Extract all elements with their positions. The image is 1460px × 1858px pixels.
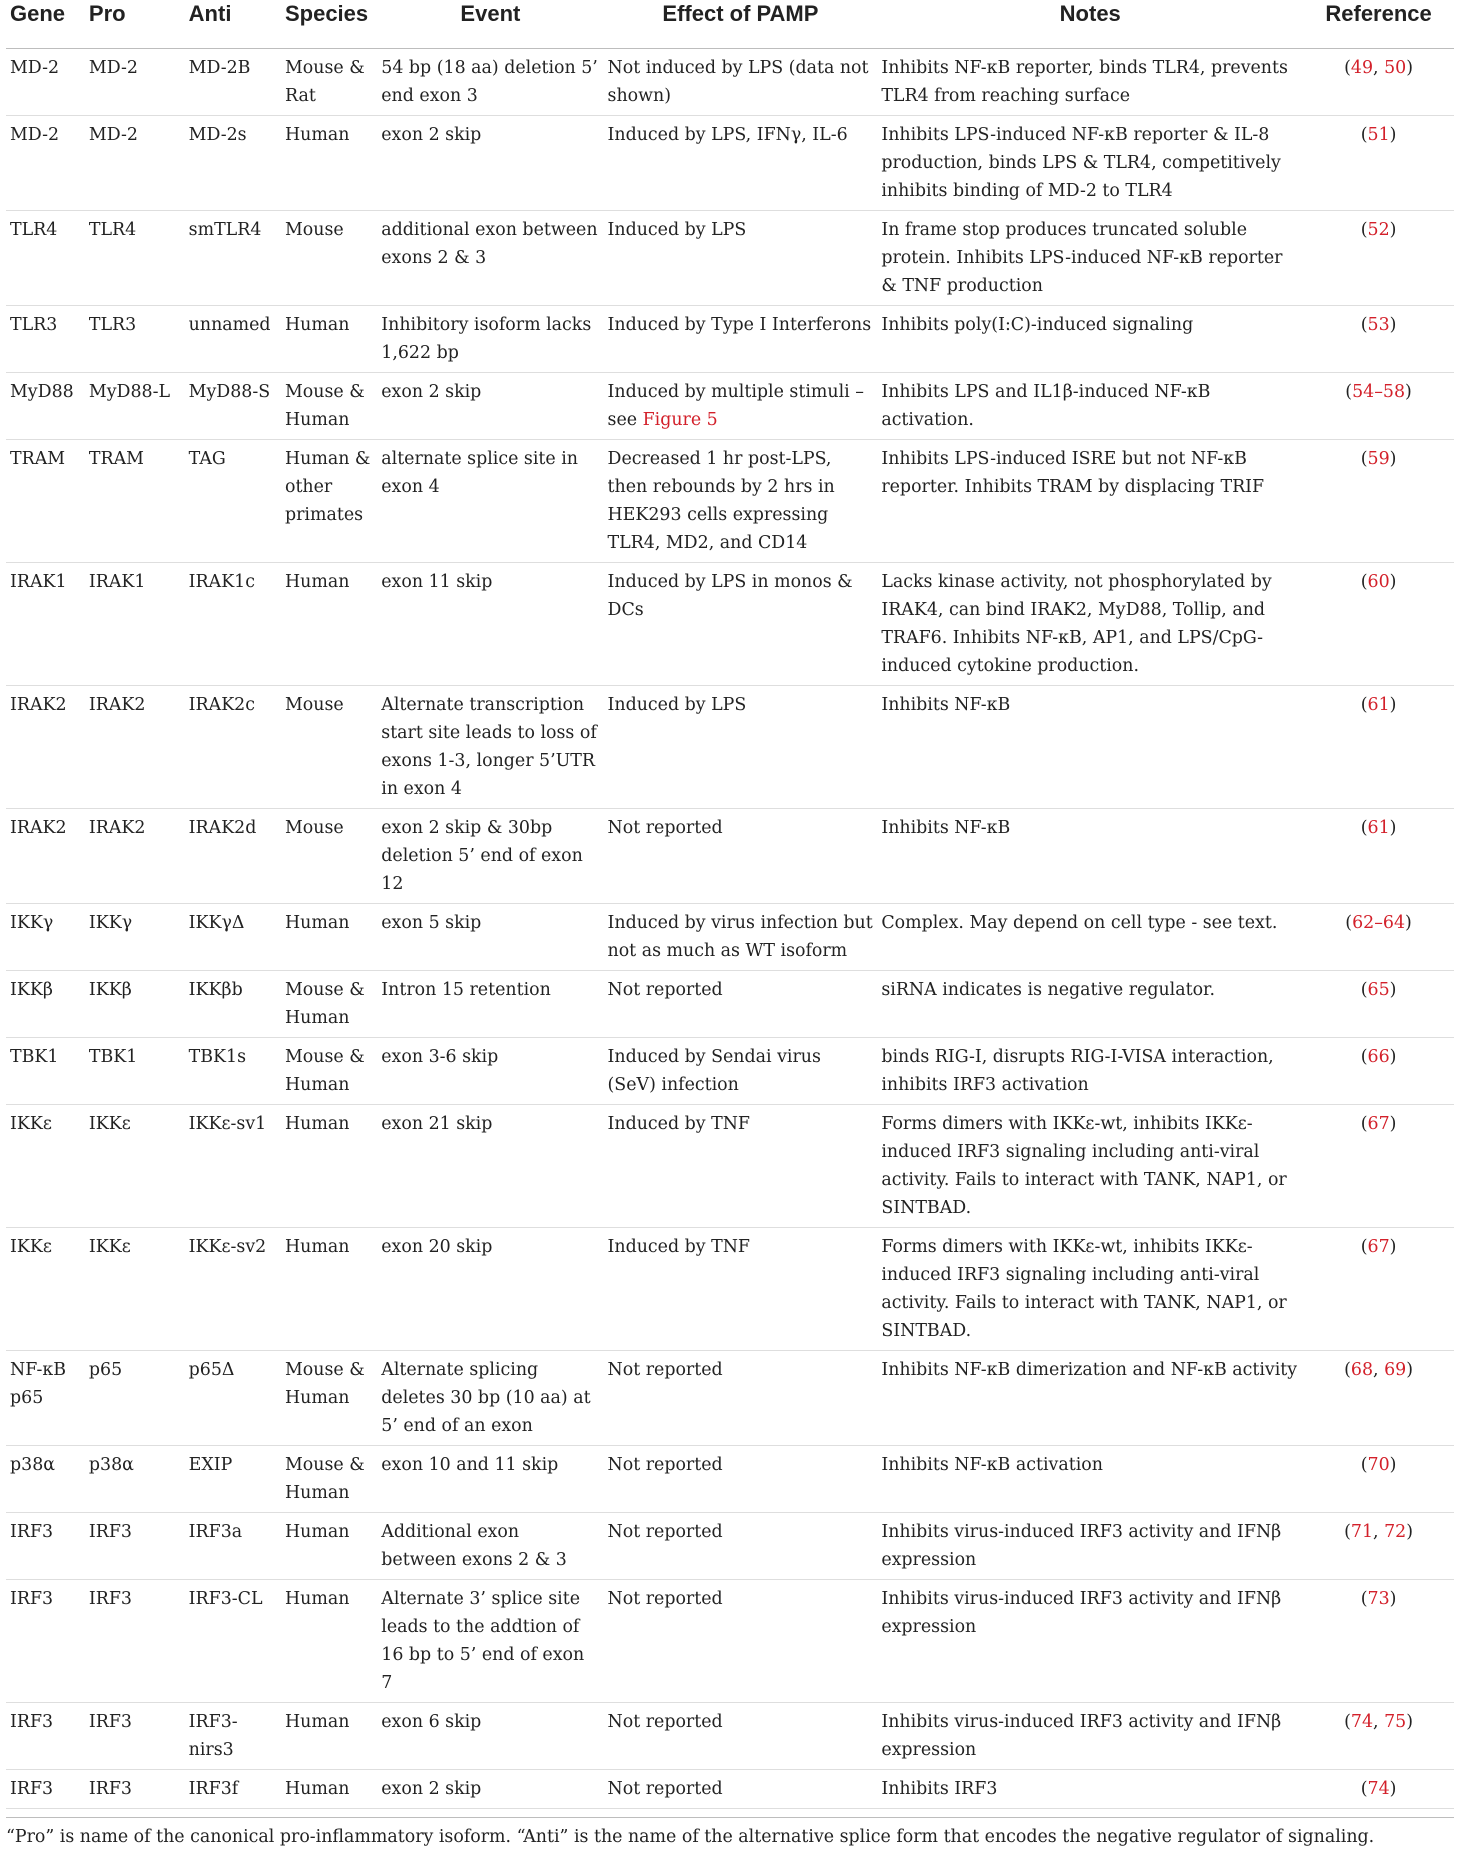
reference-link[interactable]: 66: [1367, 1047, 1390, 1067]
cell-event: exon 2 skip: [377, 1770, 603, 1809]
cell-gene: MD-2: [6, 116, 85, 211]
table-footnote: “Pro” is name of the canonical pro-inflammatory isoform. “Anti” is the name of the alternative splice form that encodes the negative regulator of signaling.: [6, 1817, 1454, 1850]
reference-link[interactable]: 67: [1367, 1237, 1390, 1257]
reference-link[interactable]: 52: [1367, 220, 1390, 240]
cell-gene: IKKβ: [6, 971, 85, 1038]
cell-reference: (74): [1303, 1770, 1454, 1809]
cell-pro: TLR4: [85, 211, 185, 306]
cell-pro: IRAK2: [85, 686, 185, 809]
cell-notes: Complex. May depend on cell type - see text.: [877, 904, 1303, 971]
cell-gene: MD-2: [6, 49, 85, 116]
cell-pro: IKKγ: [85, 904, 185, 971]
table-row: [6, 49, 1454, 116]
cell-reference: (61): [1303, 686, 1454, 809]
cell-pro: MD-2: [85, 49, 185, 116]
table-header-row: [6, 0, 1454, 49]
cell-anti: IRF3-CL: [185, 1580, 281, 1703]
cell-effect: [604, 1105, 878, 1228]
cell-species: Mouse & Rat: [281, 49, 377, 116]
cell-effect: [604, 563, 878, 686]
cell-gene: IRF3: [6, 1513, 85, 1580]
figure-link[interactable]: Figure 5: [642, 410, 718, 430]
cell-gene: IKKε: [6, 1105, 85, 1228]
cell-notes: Inhibits NF-κB reporter, binds TLR4, prevents TLR4 from reaching surface: [877, 49, 1303, 116]
cell-reference: (65): [1303, 971, 1454, 1038]
cell-event: exon 3-6 skip: [377, 1038, 603, 1105]
effect-text: Induced by LPS, IFNγ, IL-6: [607, 125, 848, 145]
cell-anti: TBK1s: [185, 1038, 281, 1105]
cell-notes: binds RIG-I, disrupts RIG-I-VISA interaction, inhibits IRF3 activation: [877, 1038, 1303, 1105]
effect-text: Not reported: [607, 980, 723, 1000]
cell-notes: Inhibits virus-induced IRF3 activity and IFNβ expression: [877, 1703, 1303, 1770]
cell-anti: IRAK2c: [185, 686, 281, 809]
cell-pro: MyD88-L: [85, 373, 185, 440]
cell-pro: TBK1: [85, 1038, 185, 1105]
cell-species: Human & other primates: [281, 440, 377, 563]
column-header-gene: Gene: [6, 0, 85, 49]
cell-pro: p65: [85, 1351, 185, 1446]
reference-link[interactable]: 74: [1350, 1712, 1374, 1732]
cell-anti: p65Δ: [185, 1351, 281, 1446]
cell-reference: (68, 69): [1303, 1351, 1454, 1446]
cell-effect: [604, 1446, 878, 1513]
cell-pro: IRF3: [85, 1703, 185, 1770]
cell-event: Alternate 3’ splice site leads to the addtion of 16 bp to 5’ end of exon 7: [377, 1580, 603, 1703]
cell-effect: [604, 1038, 878, 1105]
column-header-effect: Effect of PAMP: [604, 0, 878, 49]
table-row: [6, 306, 1454, 373]
cell-anti: EXIP: [185, 1446, 281, 1513]
cell-gene: IRAK1: [6, 563, 85, 686]
cell-anti: MyD88-S: [185, 373, 281, 440]
cell-notes: Inhibits virus-induced IRF3 activity and IFNβ expression: [877, 1513, 1303, 1580]
cell-anti: MD-2s: [185, 116, 281, 211]
cell-anti: IRAK2d: [185, 809, 281, 904]
cell-event: exon 5 skip: [377, 904, 603, 971]
table-body: [6, 49, 1454, 1809]
column-header-anti: Anti: [185, 0, 281, 49]
reference-link[interactable]: 69: [1384, 1360, 1407, 1380]
cell-species: Mouse: [281, 686, 377, 809]
effect-text: Not reported: [607, 1589, 723, 1609]
column-header-event: Event: [377, 0, 603, 49]
cell-species: Human: [281, 1770, 377, 1809]
cell-species: Mouse & Human: [281, 1038, 377, 1105]
cell-reference: (49, 50): [1303, 49, 1454, 116]
cell-pro: MD-2: [85, 116, 185, 211]
cell-species: Human: [281, 1580, 377, 1703]
cell-anti: IKKγΔ: [185, 904, 281, 971]
cell-gene: TLR4: [6, 211, 85, 306]
cell-gene: NF-κB p65: [6, 1351, 85, 1446]
table-row: [6, 211, 1454, 306]
cell-reference: (60): [1303, 563, 1454, 686]
cell-species: Mouse & Human: [281, 971, 377, 1038]
cell-species: Human: [281, 1105, 377, 1228]
cell-species: Mouse & Human: [281, 1446, 377, 1513]
reference-link[interactable]: 61: [1367, 695, 1390, 715]
cell-anti: IKKε-sv2: [185, 1228, 281, 1351]
cell-effect: [604, 1703, 878, 1770]
cell-notes: Inhibits virus-induced IRF3 activity and IFNβ expression: [877, 1580, 1303, 1703]
cell-notes: Inhibits NF-κB: [877, 809, 1303, 904]
table-row: [6, 1580, 1454, 1703]
cell-event: Inhibitory isoform lacks 1,622 bp: [377, 306, 603, 373]
table-row: [6, 563, 1454, 686]
cell-anti: smTLR4: [185, 211, 281, 306]
reference-link[interactable]: 60: [1367, 572, 1390, 592]
cell-anti: unnamed: [185, 306, 281, 373]
cell-species: Mouse: [281, 211, 377, 306]
cell-effect: [604, 971, 878, 1038]
cell-pro: IRF3: [85, 1770, 185, 1809]
cell-notes: Inhibits LPS-induced ISRE but not NF-κB reporter. Inhibits TRAM by displacing TRIF: [877, 440, 1303, 563]
column-header-pro: Pro: [85, 0, 185, 49]
table-row: [6, 1038, 1454, 1105]
cell-notes: Inhibits NF-κB dimerization and NF-κB activity: [877, 1351, 1303, 1446]
cell-event: exon 10 and 11 skip: [377, 1446, 603, 1513]
cell-reference: (61): [1303, 809, 1454, 904]
cell-reference: (67): [1303, 1105, 1454, 1228]
cell-species: Mouse: [281, 809, 377, 904]
cell-gene: IRAK2: [6, 809, 85, 904]
cell-notes: Inhibits poly(I:C)-induced signaling: [877, 306, 1303, 373]
cell-notes: siRNA indicates is negative regulator.: [877, 971, 1303, 1038]
cell-effect: [604, 809, 878, 904]
cell-effect: [604, 904, 878, 971]
reference-link[interactable]: 70: [1367, 1455, 1390, 1475]
reference-link[interactable]: 65: [1367, 980, 1390, 1000]
column-header-reference: Reference: [1303, 0, 1454, 49]
cell-species: Human: [281, 116, 377, 211]
reference-link[interactable]: 61: [1367, 818, 1390, 838]
reference-link[interactable]: 53: [1367, 315, 1390, 335]
cell-pro: IKKβ: [85, 971, 185, 1038]
effect-text: Not reported: [607, 1455, 723, 1475]
cell-effect: [604, 440, 878, 563]
cell-anti: TAG: [185, 440, 281, 563]
cell-gene: MyD88: [6, 373, 85, 440]
cell-effect: [604, 373, 878, 440]
effect-text: Not reported: [607, 1779, 723, 1799]
effect-text: Induced by TNF: [607, 1114, 750, 1134]
effect-text: Induced by virus infection but not as much as WT isoform: [607, 913, 873, 961]
cell-reference: (66): [1303, 1038, 1454, 1105]
effect-text: Not induced by LPS (data not shown): [607, 58, 869, 106]
cell-event: exon 20 skip: [377, 1228, 603, 1351]
cell-event: Intron 15 retention: [377, 971, 603, 1038]
cell-reference: (67): [1303, 1228, 1454, 1351]
reference-link[interactable]: 49: [1350, 58, 1374, 78]
table-row: [6, 686, 1454, 809]
cell-notes: Inhibits IRF3: [877, 1770, 1303, 1809]
cell-pro: IRF3: [85, 1580, 185, 1703]
table-row: [6, 971, 1454, 1038]
cell-event: Alternate transcription start site leads to loss of exons 1-3, longer 5’UTR in exon 4: [377, 686, 603, 809]
table-row: [6, 1703, 1454, 1770]
effect-text: Induced by multiple stimuli – see: [607, 382, 864, 430]
effect-text: Not reported: [607, 1712, 723, 1732]
reference-link[interactable]: 72: [1384, 1522, 1407, 1542]
cell-effect: [604, 49, 878, 116]
cell-pro: TLR3: [85, 306, 185, 373]
column-header-species: Species: [281, 0, 377, 49]
cell-event: Alternate splicing deletes 30 bp (10 aa) at 5’ end of an exon: [377, 1351, 603, 1446]
effect-text: Not reported: [607, 1522, 723, 1542]
reference-link[interactable]: 51: [1367, 125, 1390, 145]
table-row: [6, 1351, 1454, 1446]
reference-link[interactable]: 59: [1367, 449, 1390, 469]
cell-effect: [604, 306, 878, 373]
cell-reference: (53): [1303, 306, 1454, 373]
cell-effect: [604, 1580, 878, 1703]
cell-gene: IRF3: [6, 1770, 85, 1809]
reference-link[interactable]: 68: [1350, 1360, 1374, 1380]
cell-pro: IRAK2: [85, 809, 185, 904]
cell-notes: Forms dimers with IKKε-wt, inhibits IKKε-induced IRF3 signaling including anti-viral activity. Fails to interact with TANK, NAP1, or SINTBAD.: [877, 1228, 1303, 1351]
cell-anti: IRAK1c: [185, 563, 281, 686]
cell-reference: (71, 72): [1303, 1513, 1454, 1580]
table-row: [6, 1446, 1454, 1513]
cell-event: Additional exon between exons 2 & 3: [377, 1513, 603, 1580]
cell-reference: (51): [1303, 116, 1454, 211]
cell-species: Human: [281, 1703, 377, 1770]
cell-gene: TRAM: [6, 440, 85, 563]
reference-link[interactable]: 54–58: [1352, 382, 1406, 402]
cell-pro: IKKε: [85, 1105, 185, 1228]
cell-anti: IRF3-nirs3: [185, 1703, 281, 1770]
effect-text: Induced by LPS: [607, 220, 747, 240]
cell-gene: IRAK2: [6, 686, 85, 809]
cell-anti: IKKβb: [185, 971, 281, 1038]
table-row: [6, 440, 1454, 563]
table-row: [6, 1513, 1454, 1580]
cell-gene: IKKε: [6, 1228, 85, 1351]
effect-text: Induced by Type I Interferons: [607, 315, 872, 335]
cell-species: Human: [281, 563, 377, 686]
cell-pro: TRAM: [85, 440, 185, 563]
cell-pro: IRAK1: [85, 563, 185, 686]
cell-event: exon 2 skip & 30bp deletion 5’ end of exon 12: [377, 809, 603, 904]
reference-link[interactable]: 67: [1367, 1114, 1390, 1134]
effect-text: Induced by LPS in monos & DCs: [607, 572, 853, 620]
effect-text: Not reported: [607, 818, 723, 838]
reference-link[interactable]: 50: [1384, 58, 1407, 78]
cell-effect: [604, 686, 878, 809]
cell-anti: IKKε-sv1: [185, 1105, 281, 1228]
table-row: [6, 1228, 1454, 1351]
cell-effect: [604, 211, 878, 306]
cell-event: exon 11 skip: [377, 563, 603, 686]
effect-text: Induced by TNF: [607, 1237, 750, 1257]
cell-reference: (54–58): [1303, 373, 1454, 440]
cell-anti: IRF3a: [185, 1513, 281, 1580]
cell-species: Mouse & Human: [281, 1351, 377, 1446]
cell-effect: [604, 1513, 878, 1580]
cell-pro: p38α: [85, 1446, 185, 1513]
cell-species: Human: [281, 306, 377, 373]
cell-event: additional exon between exons 2 & 3: [377, 211, 603, 306]
cell-reference: (73): [1303, 1580, 1454, 1703]
effect-text: Induced by Sendai virus (SeV) infection: [607, 1047, 821, 1095]
cell-notes: Inhibits LPS and IL1β-induced NF-κB activation.: [877, 373, 1303, 440]
cell-notes: Lacks kinase activity, not phosphorylated by IRAK4, can bind IRAK2, MyD88, Tollip, and TRAF6. Inhibits NF-κB, AP1, and LPS/CpG-induced cytokine production.: [877, 563, 1303, 686]
effect-text: Not reported: [607, 1360, 723, 1380]
cell-pro: IRF3: [85, 1513, 185, 1580]
cell-event: 54 bp (18 aa) deletion 5’ end exon 3: [377, 49, 603, 116]
reference-link[interactable]: 73: [1367, 1589, 1390, 1609]
table-row: [6, 904, 1454, 971]
cell-gene: IRF3: [6, 1580, 85, 1703]
table-row: [6, 116, 1454, 211]
cell-anti: MD-2B: [185, 49, 281, 116]
reference-link[interactable]: 75: [1384, 1712, 1407, 1732]
cell-species: Mouse & Human: [281, 373, 377, 440]
table-row: [6, 373, 1454, 440]
cell-effect: [604, 1351, 878, 1446]
cell-anti: IRF3f: [185, 1770, 281, 1809]
cell-event: exon 2 skip: [377, 373, 603, 440]
cell-reference: (52): [1303, 211, 1454, 306]
cell-species: Human: [281, 1228, 377, 1351]
cell-gene: IKKγ: [6, 904, 85, 971]
cell-notes: Inhibits NF-κB: [877, 686, 1303, 809]
cell-reference: (70): [1303, 1446, 1454, 1513]
column-header-notes: Notes: [877, 0, 1303, 49]
cell-effect: [604, 1228, 878, 1351]
cell-event: alternate splice site in exon 4: [377, 440, 603, 563]
cell-effect: [604, 1770, 878, 1809]
cell-gene: p38α: [6, 1446, 85, 1513]
cell-reference: (59): [1303, 440, 1454, 563]
splice-variants-table: [6, 0, 1454, 1809]
cell-species: Human: [281, 1513, 377, 1580]
cell-notes: In frame stop produces truncated soluble protein. Inhibits LPS-induced NF-κB reporter & TNF production: [877, 211, 1303, 306]
reference-link[interactable]: 74: [1367, 1779, 1390, 1799]
cell-notes: Inhibits NF-κB activation: [877, 1446, 1303, 1513]
cell-event: exon 21 skip: [377, 1105, 603, 1228]
table-row: [6, 809, 1454, 904]
cell-event: exon 2 skip: [377, 116, 603, 211]
cell-reference: (62–64): [1303, 904, 1454, 971]
cell-pro: IKKε: [85, 1228, 185, 1351]
cell-notes: Forms dimers with IKKε-wt, inhibits IKKε-induced IRF3 signaling including anti-viral activity. Fails to interact with TANK, NAP1, or SINTBAD.: [877, 1105, 1303, 1228]
cell-gene: IRF3: [6, 1703, 85, 1770]
effect-text: Decreased 1 hr post-LPS, then rebounds by 2 hrs in HEK293 cells expressing TLR4, MD2, and CD14: [607, 449, 835, 553]
table-row: [6, 1770, 1454, 1809]
cell-gene: TLR3: [6, 306, 85, 373]
table-row: [6, 1105, 1454, 1228]
effect-text: Induced by LPS: [607, 695, 747, 715]
cell-effect: [604, 116, 878, 211]
cell-notes: Inhibits LPS-induced NF-κB reporter & IL-8 production, binds LPS & TLR4, competitively inhibits binding of MD-2 to TLR4: [877, 116, 1303, 211]
reference-link[interactable]: 71: [1350, 1522, 1374, 1542]
cell-reference: (74, 75): [1303, 1703, 1454, 1770]
reference-link[interactable]: 62–64: [1352, 913, 1406, 933]
cell-gene: TBK1: [6, 1038, 85, 1105]
cell-event: exon 6 skip: [377, 1703, 603, 1770]
cell-species: Human: [281, 904, 377, 971]
